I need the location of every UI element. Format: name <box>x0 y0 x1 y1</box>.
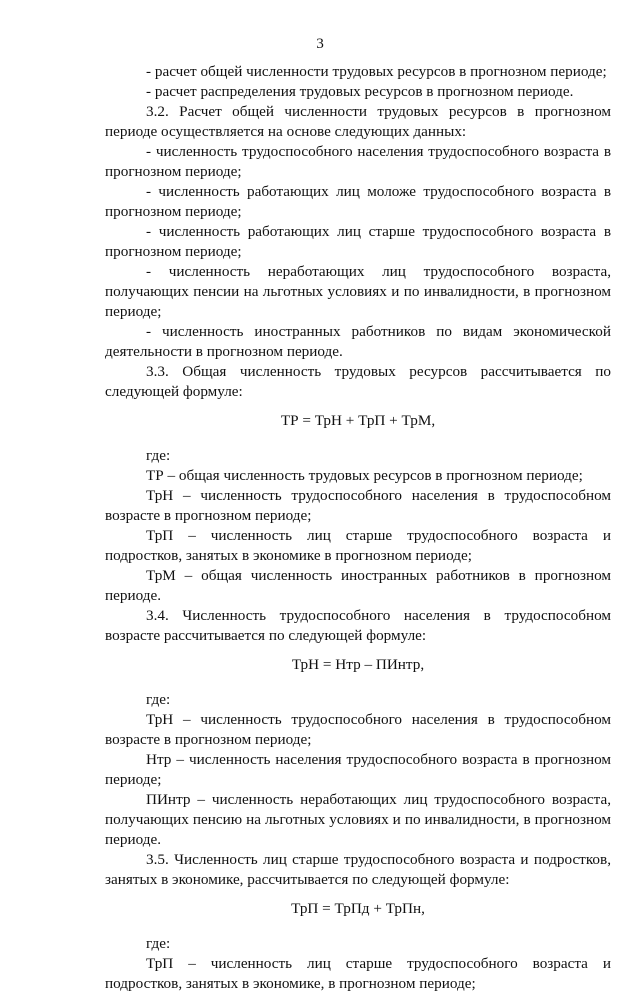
definition: ТР – общая численность трудовых ресурсов в прогнозном периоде; <box>146 467 583 484</box>
formula: ТрН = Нтр – ПИнтр, <box>291 656 425 673</box>
formula: ТрП = ТрПд + ТрПн, <box>291 900 425 917</box>
document-body <box>105 62 611 994</box>
formula: ТР = ТрН + ТрП + ТрМ, <box>280 412 436 429</box>
where-label: где: <box>146 691 171 708</box>
paragraph: 3.3. Общая численность трудовых ресурсов рассчитывается по следующей формуле: <box>105 363 611 400</box>
where-label: где: <box>146 447 171 464</box>
definition: ТрП – численность лиц старше трудоспособного возраста и подростков, занятых в экономике, в прогнозном периоде; <box>105 955 611 992</box>
definition: Нтр – численность населения трудоспособного возраста в прогнозном периоде; <box>105 751 611 788</box>
definition: ТрП – численность лиц старше трудоспособного возраста и подростков, занятых в экономике в прогнозном периоде; <box>105 527 611 564</box>
definition: ПИнтр – численность неработающих лиц трудоспособного возраста, получающих пенсию на льготных условиях и по инвалидности, в прогнозном периоде. <box>105 791 611 848</box>
where-label: где: <box>146 935 171 952</box>
definition: ТрН – численность трудоспособного населения в трудоспособном возрасте в прогнозном периоде; <box>105 711 611 748</box>
paragraph: - расчет распределения трудовых ресурсов в прогнозном периоде. <box>146 83 574 100</box>
paragraph: - численность работающих лиц старше трудоспособного возраста в прогнозном периоде; <box>105 223 611 260</box>
paragraph: - численность трудоспособного населения трудоспособного возраста в прогнозном периоде; <box>105 143 611 180</box>
paragraph: - численность иностранных работников по видам экономической деятельности в прогнозном периоде. <box>105 323 611 360</box>
paragraph: - численность работающих лиц моложе трудоспособного возраста в прогнозном периоде; <box>105 183 611 220</box>
paragraph: 3.2. Расчет общей численности трудовых ресурсов в прогнозном периоде осуществляется на основе следующих данных: <box>105 103 611 140</box>
paragraph: - численность неработающих лиц трудоспособного возраста, получающих пенсии на льготных условиях и по инвалидности, в прогнозном периоде; <box>105 263 611 320</box>
definition: ТрН – численность трудоспособного населения в трудоспособном возрасте в прогнозном периоде; <box>105 487 611 524</box>
definition: ТрМ – общая численность иностранных работников в прогнозном периоде. <box>105 567 611 604</box>
paragraph: 3.5. Численность лиц старше трудоспособного возраста и подростков, занятых в экономике, рассчитывается по следующей формуле: <box>105 851 611 888</box>
page-number: 3 <box>316 35 324 52</box>
paragraph: - расчет общей численности трудовых ресурсов в прогнозном периоде; <box>146 63 607 80</box>
paragraph: 3.4. Численность трудоспособного населения в трудоспособном возрасте рассчитывается по следующей формуле: <box>105 607 611 644</box>
